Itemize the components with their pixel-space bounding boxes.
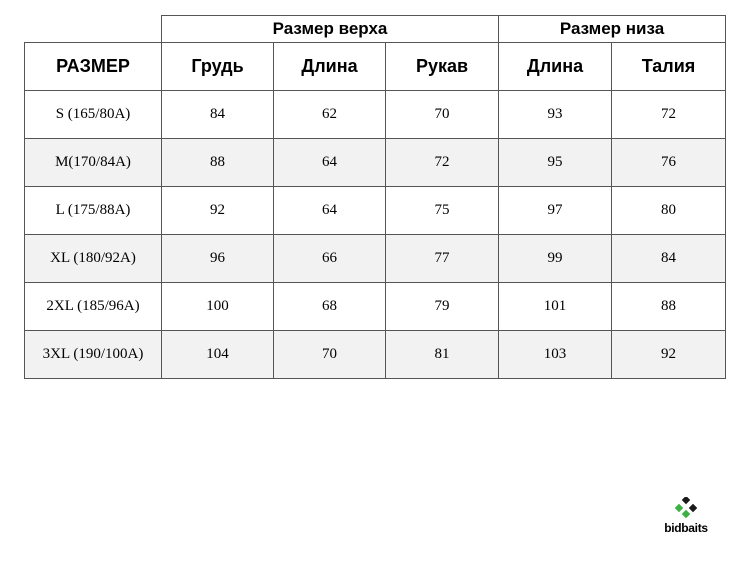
table-row <box>25 139 726 187</box>
bottom-length-cell: 95 <box>499 139 612 187</box>
column-header-chest: Грудь <box>162 43 274 91</box>
chest-cell: 88 <box>162 139 274 187</box>
sleeve-cell: 75 <box>386 187 499 235</box>
column-header-top-length: Длина <box>274 43 386 91</box>
waist-cell: 88 <box>612 283 726 331</box>
bidbaits-logo-text: bidbaits <box>664 521 708 535</box>
chest-cell: 92 <box>162 187 274 235</box>
bottom-length-cell: 93 <box>499 91 612 139</box>
chest-cell: 84 <box>162 91 274 139</box>
sleeve-cell: 81 <box>386 331 499 379</box>
table-row <box>25 235 726 283</box>
column-header-waist: Талия <box>612 43 726 91</box>
table-row <box>25 283 726 331</box>
waist-cell: 92 <box>612 331 726 379</box>
table-row <box>25 331 726 379</box>
bottom-length-cell: 97 <box>499 187 612 235</box>
sleeve-cell: 70 <box>386 91 499 139</box>
top-length-cell: 64 <box>274 187 386 235</box>
size-cell: 3XL (190/100A) <box>25 331 162 379</box>
table-row <box>25 91 726 139</box>
column-header-bottom-length: Длина <box>499 43 612 91</box>
group-header-bottom: Размер низа <box>499 16 726 43</box>
column-header-size: РАЗМЕР <box>25 43 162 91</box>
size-cell: XL (180/92A) <box>25 235 162 283</box>
bottom-length-cell: 101 <box>499 283 612 331</box>
size-cell: 2XL (185/96A) <box>25 283 162 331</box>
group-header-blank <box>25 16 162 43</box>
table-row <box>25 187 726 235</box>
column-header-row <box>25 43 726 91</box>
top-length-cell: 66 <box>274 235 386 283</box>
bottom-length-cell: 99 <box>499 235 612 283</box>
top-length-cell: 68 <box>274 283 386 331</box>
chest-cell: 104 <box>162 331 274 379</box>
chest-cell: 100 <box>162 283 274 331</box>
column-header-sleeve: Рукав <box>386 43 499 91</box>
top-length-cell: 62 <box>274 91 386 139</box>
group-header-row <box>25 16 726 43</box>
waist-cell: 84 <box>612 235 726 283</box>
chest-cell: 96 <box>162 235 274 283</box>
size-cell: M(170/84A) <box>25 139 162 187</box>
bidbaits-logo-icon <box>672 497 700 521</box>
group-header-top: Размер верха <box>162 16 499 43</box>
sleeve-cell: 77 <box>386 235 499 283</box>
bottom-length-cell: 103 <box>499 331 612 379</box>
top-length-cell: 70 <box>274 331 386 379</box>
bidbaits-watermark <box>660 497 712 539</box>
sleeve-cell: 72 <box>386 139 499 187</box>
size-cell: S (165/80A) <box>25 91 162 139</box>
top-length-cell: 64 <box>274 139 386 187</box>
waist-cell: 72 <box>612 91 726 139</box>
sleeve-cell: 79 <box>386 283 499 331</box>
waist-cell: 80 <box>612 187 726 235</box>
waist-cell: 76 <box>612 139 726 187</box>
size-chart-table <box>24 15 726 379</box>
size-cell: L (175/88A) <box>25 187 162 235</box>
